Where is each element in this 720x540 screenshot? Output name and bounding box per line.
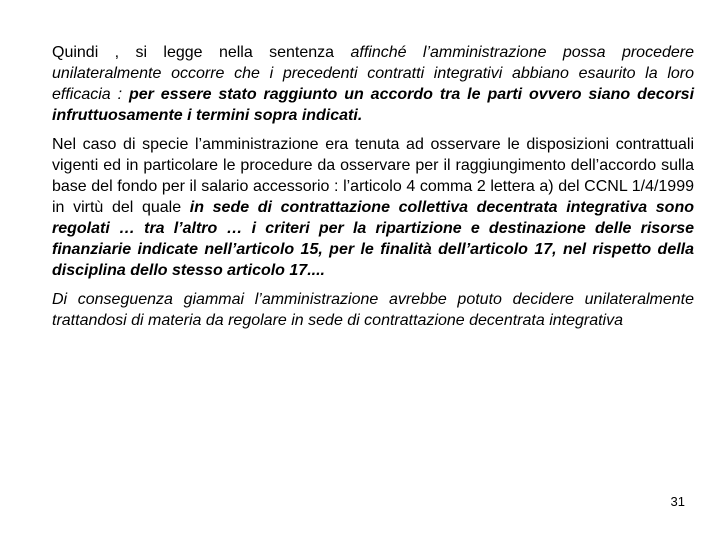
paragraph-2 xyxy=(52,134,694,281)
paragraph-2-run-1: Nel caso di specie l’amministrazione era tenuta ad osservare le disposizioni contrattuali vigenti ed in particolare le procedure da osservare per il raggiungimento dell’accordo sulla base del fondo per il salario accessorio : l’articolo 4 comma 2 lettera a) del CCNL 1/4/1999 in virtù del quale xyxy=(52,136,694,216)
paragraph-2-run-2: in sede di contrattazione collettiva decentrata integrativa sono regolati … tra l’altro … i criteri per la ripartizione e destinazione delle risorse finanziarie indicate nell’articolo 15, per le finalità dell’articolo 17, nel rispetto della disciplina dello stesso articolo 17.... xyxy=(52,199,694,279)
paragraph-1-run-3: per essere stato raggiunto un accordo tra le parti ovvero siano decorsi infruttuosamente i termini sopra indicati. xyxy=(52,86,695,124)
paragraph-3 xyxy=(52,289,694,331)
text-body xyxy=(52,42,694,339)
paragraph-3-run-1: Di conseguenza giammai l’amministrazione avrebbe potuto decidere unilateralmente trattandosi di materia da regolare in sede di contrattazione decentrata integrativa xyxy=(52,291,694,329)
paragraph-1 xyxy=(52,42,694,126)
paragraph-1-run-2: affinché l’amministrazione possa procedere unilateralmente occorre che i precedenti contratti integrativi abbiano esaurito la loro efficacia : xyxy=(52,44,695,103)
page-number: 31 xyxy=(670,494,685,509)
paragraph-1-run-1: Quindi , si legge nella sentenza xyxy=(52,44,351,61)
